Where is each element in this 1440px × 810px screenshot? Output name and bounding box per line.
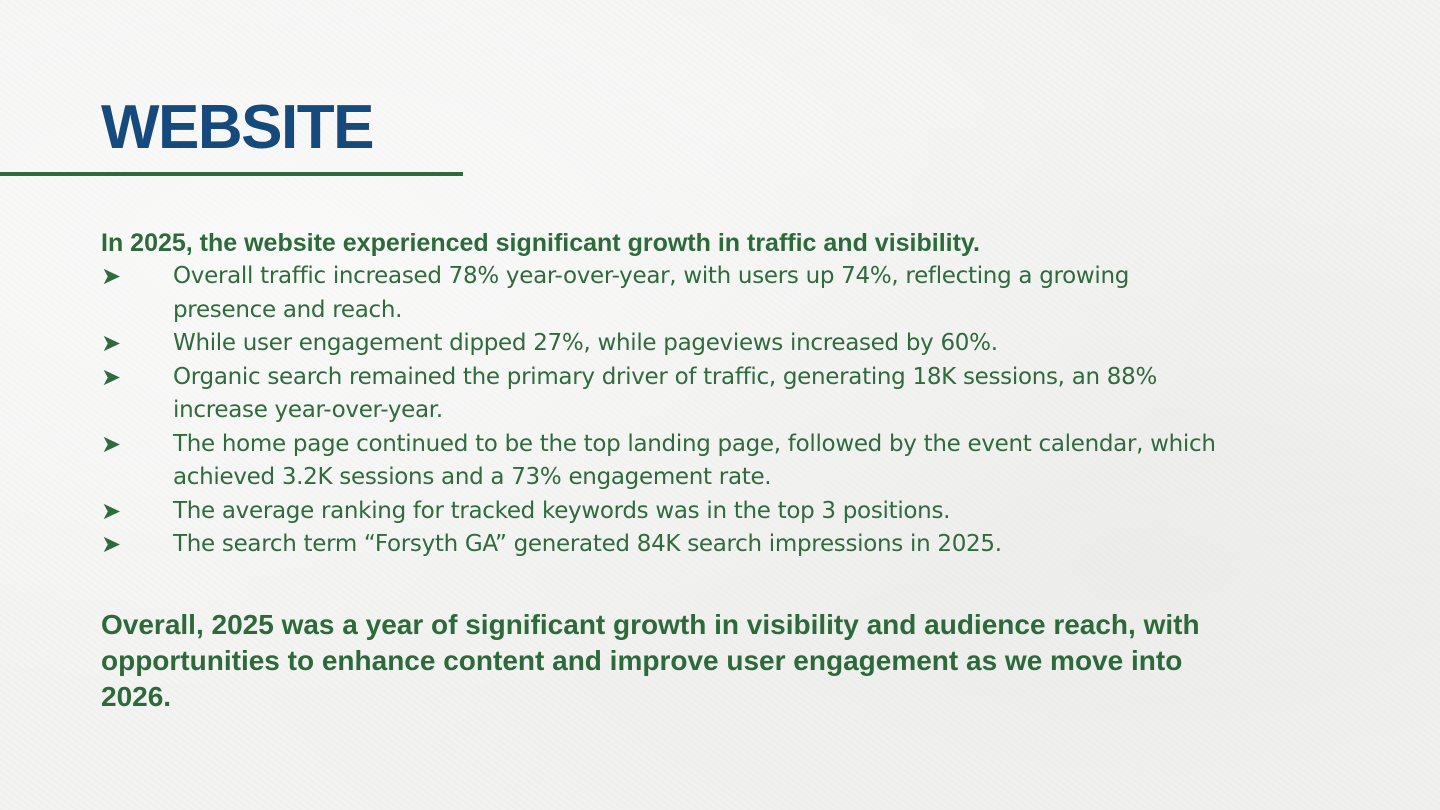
arrow-bullet-icon: ➤ [101,362,121,391]
list-item [101,361,1221,428]
bullet-text: While user engagement dipped 27%, while pageviews increased by 60%. [173,330,998,356]
list-item [101,428,1221,495]
intro-statement: In 2025, the website experienced significant growth in traffic and visibility. [101,229,980,257]
list-item [101,495,1221,529]
bullet-text: Organic search remained the primary driver of traffic, generating 18K sessions, an 88% increase year-over-year. [173,363,1157,423]
arrow-bullet-icon: ➤ [101,262,121,290]
arrow-bullet-icon: ➤ [101,429,121,458]
arrow-bullet-icon: ➤ [101,530,121,558]
bullet-text: The home page continued to be the top landing page, followed by the event calendar, which achieved 3.2K sessions and a 73% engagement rate. [173,430,1216,490]
list-item [101,260,1221,327]
bullet-text: The average ranking for tracked keywords was in the top 3 positions. [173,497,951,524]
list-item [101,528,1221,562]
list-item [101,327,1221,361]
arrow-bullet-icon: ➤ [101,496,121,525]
bullet-list [101,260,1221,562]
title-underline [0,172,463,176]
bullet-text: Overall traffic increased 78% year-over-year, with users up 74%, reflecting a growing presence and reach. [173,263,1130,323]
arrow-bullet-icon: ➤ [101,329,121,357]
bullet-text: The search term “Forsyth GA” generated 84K search impressions in 2025. [173,531,1002,557]
slide-title: WEBSITE [101,93,373,162]
closing-statement: Overall, 2025 was a year of significant growth in visibility and audience reach, with opportunities to enhance content and improve user engagement as we move into 2026. [101,609,1200,712]
